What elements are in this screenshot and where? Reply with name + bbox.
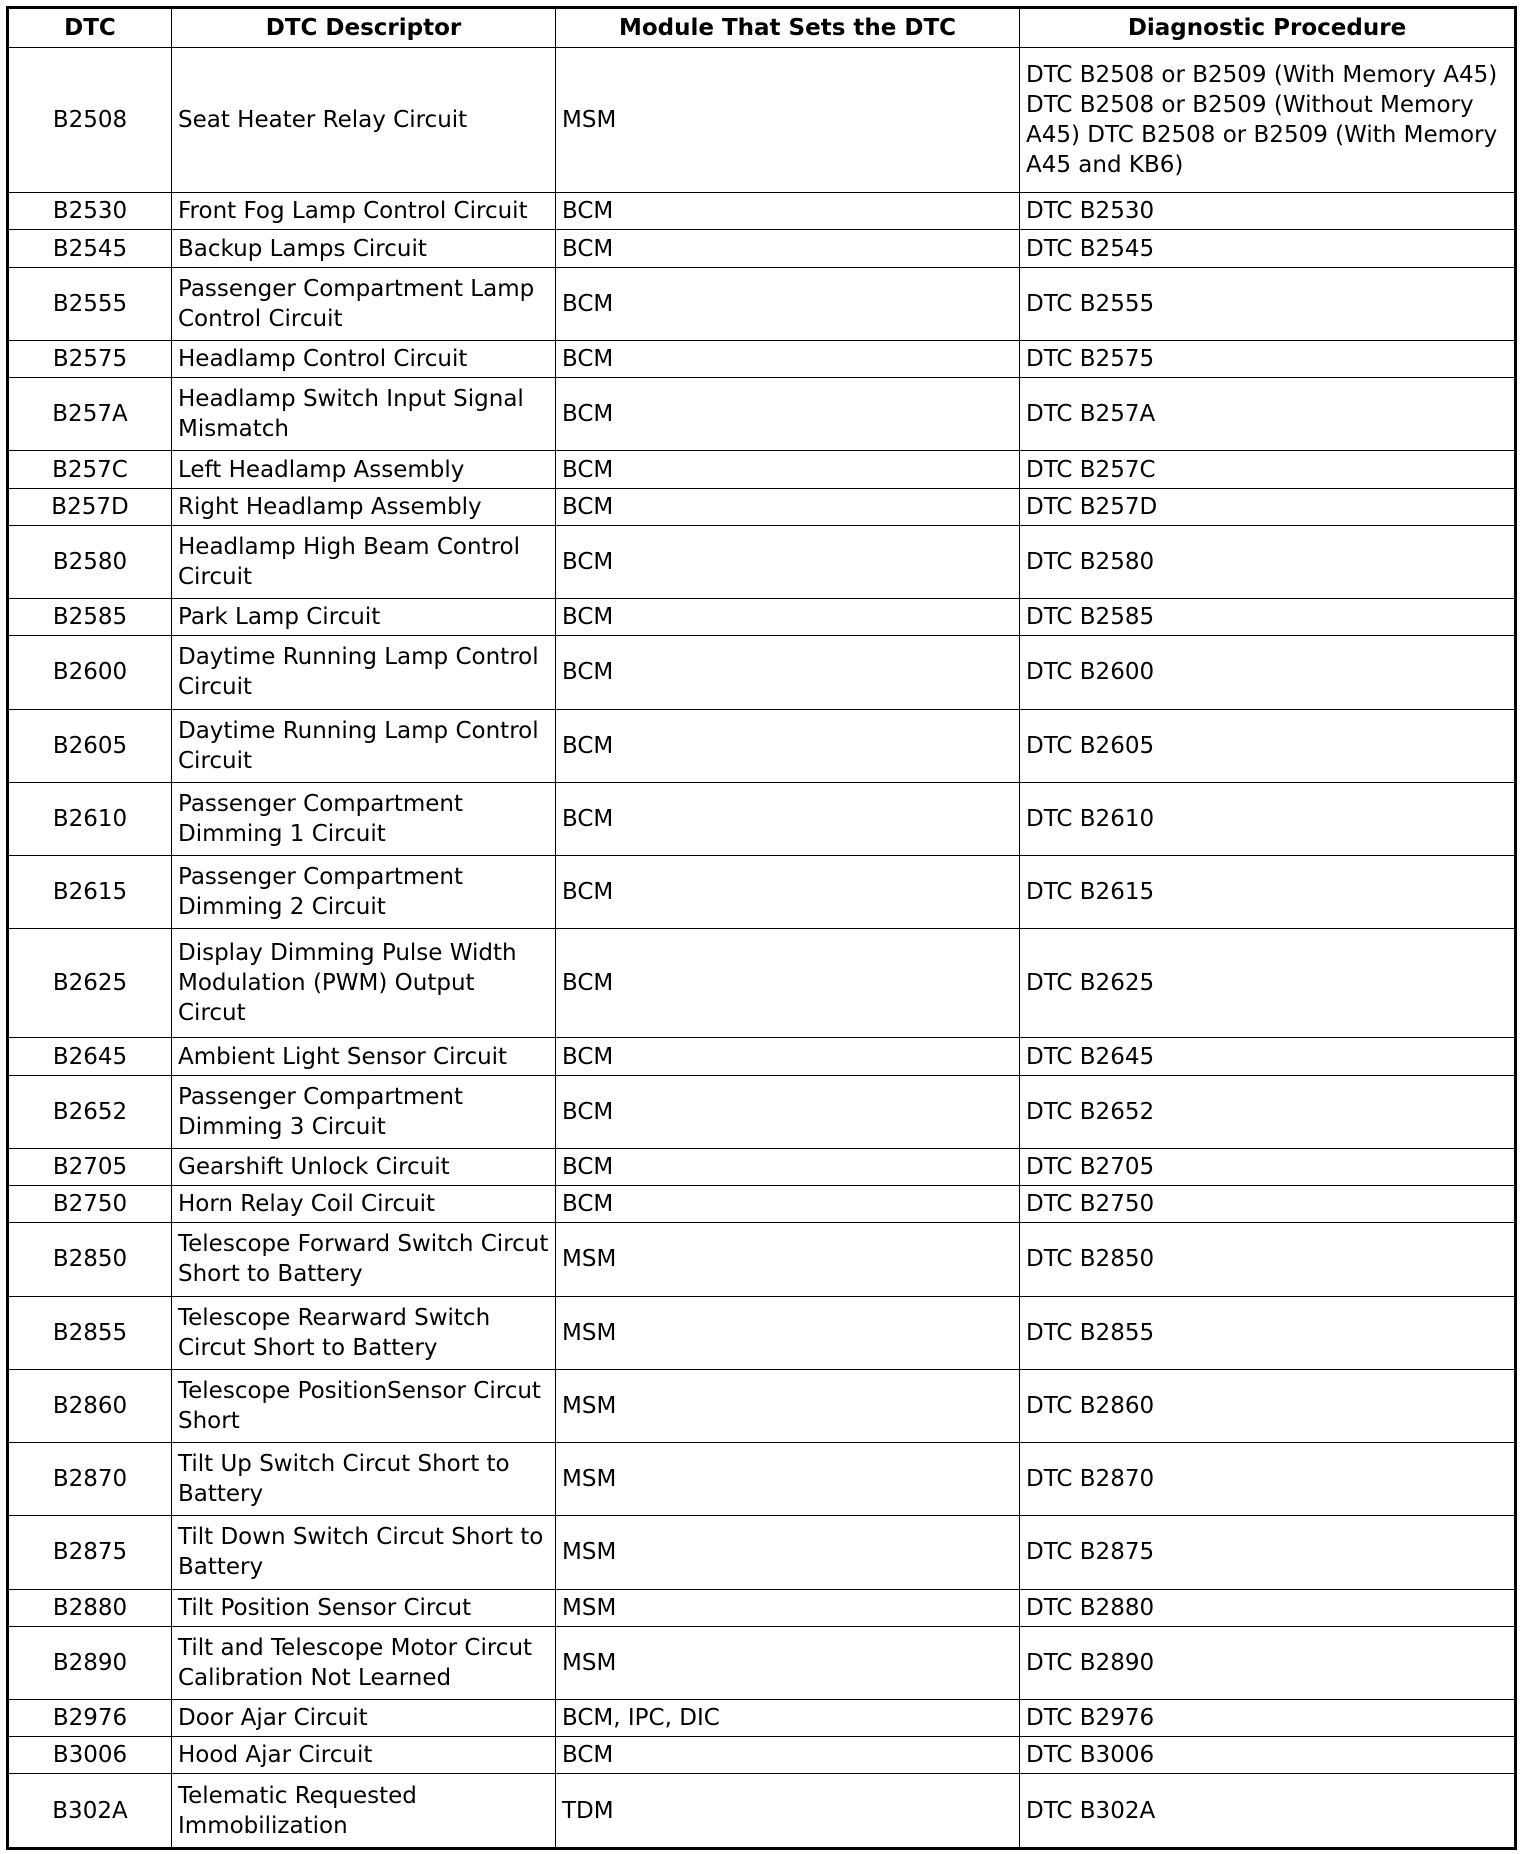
dtc-table (6, 6, 1517, 1850)
dtc-code-cell: B2555 (8, 267, 172, 340)
module-cell: BCM (556, 230, 1020, 267)
table-row (8, 1589, 1516, 1626)
diagnostic-procedure-cell: DTC B2890 (1020, 1626, 1516, 1699)
dtc-descriptor-cell: Tilt Up Switch Circut Short to Battery (172, 1443, 556, 1516)
dtc-descriptor-cell: Tilt Position Sensor Circut (172, 1589, 556, 1626)
dtc-code-cell: B2545 (8, 230, 172, 267)
module-cell: BCM (556, 193, 1020, 230)
dtc-code-cell: B2750 (8, 1186, 172, 1223)
table-row (8, 1699, 1516, 1736)
diagnostic-procedure-cell: DTC B2750 (1020, 1186, 1516, 1223)
diagnostic-procedure-cell: DTC B2705 (1020, 1148, 1516, 1185)
diagnostic-procedure-cell: DTC B2530 (1020, 193, 1516, 230)
diagnostic-procedure-cell: DTC B2580 (1020, 525, 1516, 598)
table-row (8, 782, 1516, 855)
module-cell: MSM (556, 1223, 1020, 1296)
dtc-code-cell: B2575 (8, 340, 172, 377)
table-row (8, 1038, 1516, 1075)
dtc-descriptor-cell: Telescope Forward Switch Circut Short to Battery (172, 1223, 556, 1296)
dtc-descriptor-cell: Hood Ajar Circuit (172, 1737, 556, 1774)
header-procedure: Diagnostic Procedure (1020, 8, 1516, 48)
diagnostic-procedure-cell: DTC B2976 (1020, 1699, 1516, 1736)
table-row (8, 709, 1516, 782)
table-row (8, 1148, 1516, 1185)
module-cell: BCM (556, 636, 1020, 709)
module-cell: BCM (556, 1737, 1020, 1774)
module-cell: BCM (556, 267, 1020, 340)
diagnostic-procedure-cell: DTC B2880 (1020, 1589, 1516, 1626)
table-row (8, 525, 1516, 598)
table-row (8, 1516, 1516, 1589)
diagnostic-procedure-cell: DTC B2575 (1020, 340, 1516, 377)
dtc-code-cell: B2880 (8, 1589, 172, 1626)
diagnostic-procedure-cell: DTC B2545 (1020, 230, 1516, 267)
table-row (8, 378, 1516, 451)
table-row (8, 451, 1516, 488)
dtc-descriptor-cell: Right Headlamp Assembly (172, 488, 556, 525)
module-cell: MSM (556, 48, 1020, 193)
dtc-code-cell: B2615 (8, 855, 172, 928)
dtc-descriptor-cell: Passenger Compartment Lamp Control Circuit (172, 267, 556, 340)
header-module: Module That Sets the DTC (556, 8, 1020, 48)
table-row (8, 1443, 1516, 1516)
diagnostic-procedure-cell: DTC B2875 (1020, 1516, 1516, 1589)
dtc-descriptor-cell: Tilt Down Switch Circut Short to Battery (172, 1516, 556, 1589)
dtc-code-cell: B2976 (8, 1699, 172, 1736)
diagnostic-procedure-cell: DTC B2585 (1020, 599, 1516, 636)
diagnostic-procedure-cell: DTC B257D (1020, 488, 1516, 525)
dtc-code-cell: B2870 (8, 1443, 172, 1516)
dtc-descriptor-cell: Passenger Compartment Dimming 3 Circuit (172, 1075, 556, 1148)
diagnostic-procedure-cell: DTC B257C (1020, 451, 1516, 488)
module-cell: MSM (556, 1296, 1020, 1369)
table-row (8, 1075, 1516, 1148)
dtc-code-cell: B2860 (8, 1369, 172, 1442)
dtc-code-cell: B2875 (8, 1516, 172, 1589)
diagnostic-procedure-cell: DTC B2600 (1020, 636, 1516, 709)
dtc-descriptor-cell: Horn Relay Coil Circuit (172, 1186, 556, 1223)
diagnostic-procedure-cell: DTC B2870 (1020, 1443, 1516, 1516)
table-row (8, 636, 1516, 709)
dtc-descriptor-cell: Headlamp Switch Input Signal Mismatch (172, 378, 556, 451)
table-row (8, 855, 1516, 928)
dtc-code-cell: B2600 (8, 636, 172, 709)
diagnostic-procedure-cell: DTC B2605 (1020, 709, 1516, 782)
dtc-code-cell: B2580 (8, 525, 172, 598)
module-cell: TDM (556, 1774, 1020, 1849)
table-row (8, 1737, 1516, 1774)
dtc-code-cell: B2645 (8, 1038, 172, 1075)
dtc-descriptor-cell: Backup Lamps Circuit (172, 230, 556, 267)
table-row (8, 193, 1516, 230)
dtc-descriptor-cell: Gearshift Unlock Circuit (172, 1148, 556, 1185)
dtc-code-cell: B2850 (8, 1223, 172, 1296)
table-body (8, 48, 1516, 1849)
dtc-code-cell: B2855 (8, 1296, 172, 1369)
module-cell: MSM (556, 1626, 1020, 1699)
module-cell: BCM (556, 451, 1020, 488)
diagnostic-procedure-cell: DTC B2652 (1020, 1075, 1516, 1148)
dtc-descriptor-cell: Park Lamp Circuit (172, 599, 556, 636)
dtc-descriptor-cell: Ambient Light Sensor Circuit (172, 1038, 556, 1075)
dtc-descriptor-cell: Tilt and Telescope Motor Circut Calibration Not Learned (172, 1626, 556, 1699)
dtc-descriptor-cell: Left Headlamp Assembly (172, 451, 556, 488)
table-row (8, 929, 1516, 1038)
module-cell: BCM (556, 488, 1020, 525)
dtc-code-cell: B2610 (8, 782, 172, 855)
table-row (8, 599, 1516, 636)
table-row (8, 340, 1516, 377)
module-cell: BCM (556, 340, 1020, 377)
module-cell: BCM (556, 1038, 1020, 1075)
table-header (8, 8, 1516, 48)
diagnostic-procedure-cell: DTC B302A (1020, 1774, 1516, 1849)
header-row (8, 8, 1516, 48)
module-cell: BCM (556, 1186, 1020, 1223)
diagnostic-procedure-cell: DTC B257A (1020, 378, 1516, 451)
dtc-descriptor-cell: Headlamp Control Circuit (172, 340, 556, 377)
dtc-descriptor-cell: Telescope PositionSensor Circut Short (172, 1369, 556, 1442)
diagnostic-procedure-cell: DTC B2625 (1020, 929, 1516, 1038)
table-row (8, 48, 1516, 193)
dtc-descriptor-cell: Passenger Compartment Dimming 2 Circuit (172, 855, 556, 928)
module-cell: BCM (556, 1075, 1020, 1148)
module-cell: BCM (556, 525, 1020, 598)
module-cell: BCM (556, 378, 1020, 451)
dtc-descriptor-cell: Telematic Requested Immobilization (172, 1774, 556, 1849)
module-cell: MSM (556, 1516, 1020, 1589)
table-row (8, 267, 1516, 340)
header-dtc: DTC (8, 8, 172, 48)
module-cell: BCM (556, 929, 1020, 1038)
header-descriptor: DTC Descriptor (172, 8, 556, 48)
diagnostic-procedure-cell: DTC B2508 or B2509 (With Memory A45) DTC B2508 or B2509 (Without Memory A45) DTC B2508 or B2509 (With Memory A45 and KB6) (1020, 48, 1516, 193)
dtc-code-cell: B257A (8, 378, 172, 451)
dtc-descriptor-cell: Passenger Compartment Dimming 1 Circuit (172, 782, 556, 855)
dtc-descriptor-cell: Front Fog Lamp Control Circuit (172, 193, 556, 230)
dtc-descriptor-cell: Daytime Running Lamp Control Circuit (172, 709, 556, 782)
dtc-descriptor-cell: Headlamp High Beam Control Circuit (172, 525, 556, 598)
dtc-code-cell: B2652 (8, 1075, 172, 1148)
dtc-descriptor-cell: Door Ajar Circuit (172, 1699, 556, 1736)
table-row (8, 1774, 1516, 1849)
diagnostic-procedure-cell: DTC B2645 (1020, 1038, 1516, 1075)
module-cell: BCM (556, 709, 1020, 782)
diagnostic-procedure-cell: DTC B2610 (1020, 782, 1516, 855)
module-cell: MSM (556, 1369, 1020, 1442)
dtc-code-cell: B3006 (8, 1737, 172, 1774)
module-cell: BCM (556, 855, 1020, 928)
module-cell: BCM (556, 782, 1020, 855)
table-row (8, 230, 1516, 267)
module-cell: MSM (556, 1589, 1020, 1626)
table-row (8, 1223, 1516, 1296)
dtc-descriptor-cell: Seat Heater Relay Circuit (172, 48, 556, 193)
diagnostic-procedure-cell: DTC B3006 (1020, 1737, 1516, 1774)
module-cell: MSM (556, 1443, 1020, 1516)
diagnostic-procedure-cell: DTC B2855 (1020, 1296, 1516, 1369)
dtc-code-cell: B302A (8, 1774, 172, 1849)
diagnostic-procedure-cell: DTC B2555 (1020, 267, 1516, 340)
dtc-code-cell: B2605 (8, 709, 172, 782)
dtc-descriptor-cell: Telescope Rearward Switch Circut Short to Battery (172, 1296, 556, 1369)
dtc-code-cell: B2705 (8, 1148, 172, 1185)
dtc-code-cell: B257C (8, 451, 172, 488)
dtc-code-cell: B2530 (8, 193, 172, 230)
module-cell: BCM (556, 599, 1020, 636)
table-row (8, 1626, 1516, 1699)
diagnostic-procedure-cell: DTC B2850 (1020, 1223, 1516, 1296)
table-row (8, 488, 1516, 525)
table-row (8, 1369, 1516, 1442)
diagnostic-procedure-cell: DTC B2615 (1020, 855, 1516, 928)
dtc-descriptor-cell: Display Dimming Pulse Width Modulation (PWM) Output Circut (172, 929, 556, 1038)
dtc-code-cell: B2890 (8, 1626, 172, 1699)
dtc-code-cell: B257D (8, 488, 172, 525)
dtc-code-cell: B2585 (8, 599, 172, 636)
diagnostic-procedure-cell: DTC B2860 (1020, 1369, 1516, 1442)
module-cell: BCM, IPC, DIC (556, 1699, 1020, 1736)
table-row (8, 1186, 1516, 1223)
dtc-descriptor-cell: Daytime Running Lamp Control Circuit (172, 636, 556, 709)
module-cell: BCM (556, 1148, 1020, 1185)
dtc-code-cell: B2625 (8, 929, 172, 1038)
dtc-code-cell: B2508 (8, 48, 172, 193)
table-row (8, 1296, 1516, 1369)
